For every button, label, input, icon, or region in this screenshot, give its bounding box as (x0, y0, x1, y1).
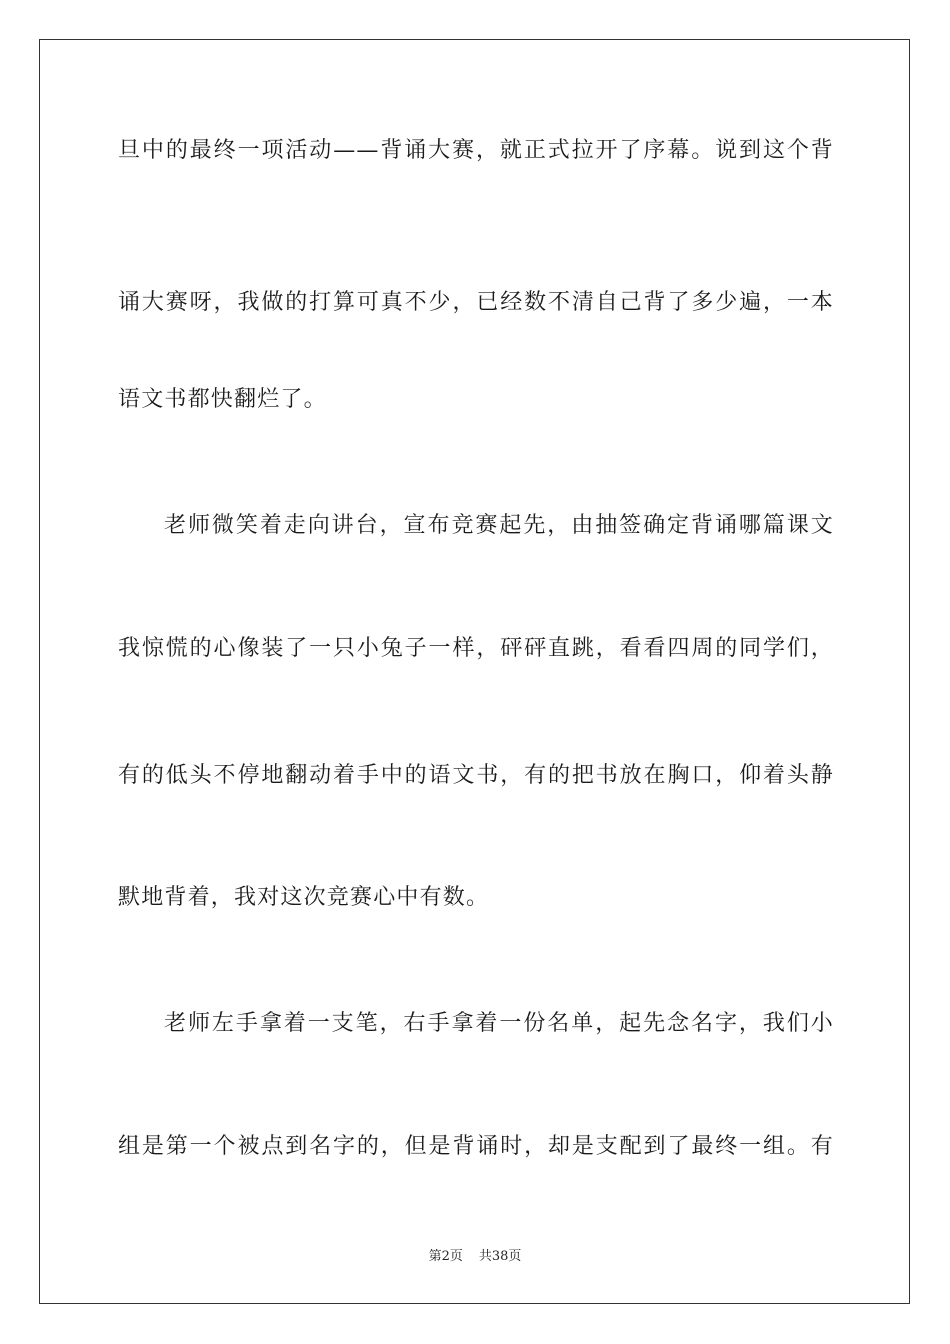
paragraph-1-line-1: 旦中的最终一项活动——背诵大赛，就正式拉开了序幕。说到这个背 (118, 138, 834, 163)
page-border (39, 39, 910, 1304)
paragraph-1-line-2: 诵大赛呀，我做的打算可真不少，已经数不清自己背了多少遍，一本 (118, 290, 834, 315)
paragraph-3-line-1: 老师左手拿着一支笔，右手拿着一份名单，起先念名字，我们小 (164, 1011, 834, 1036)
page-number-total: 共38页 (478, 1249, 522, 1264)
paragraph-2-line-3: 有的低头不停地翻动着手中的语文书，有的把书放在胸口，仰着头静 (118, 763, 834, 788)
page-number-current: 第2页 (428, 1249, 463, 1264)
page-footer (0, 1248, 950, 1266)
paragraph-2-line-2: 我惊慌的心像装了一只小兔子一样，砰砰直跳，看看四周的同学们， (118, 636, 834, 661)
paragraph-2-line-1: 老师微笑着走向讲台，宣布竞赛起先，由抽签确定背诵哪篇课文 (164, 513, 834, 538)
paragraph-1-line-3: 语文书都快翻烂了。 (118, 387, 327, 412)
paragraph-3-line-2: 组是第一个被点到名字的，但是背诵时，却是支配到了最终一组。有 (118, 1134, 834, 1159)
paragraph-2-line-4: 默地背着，我对这次竞赛心中有数。 (118, 885, 490, 910)
